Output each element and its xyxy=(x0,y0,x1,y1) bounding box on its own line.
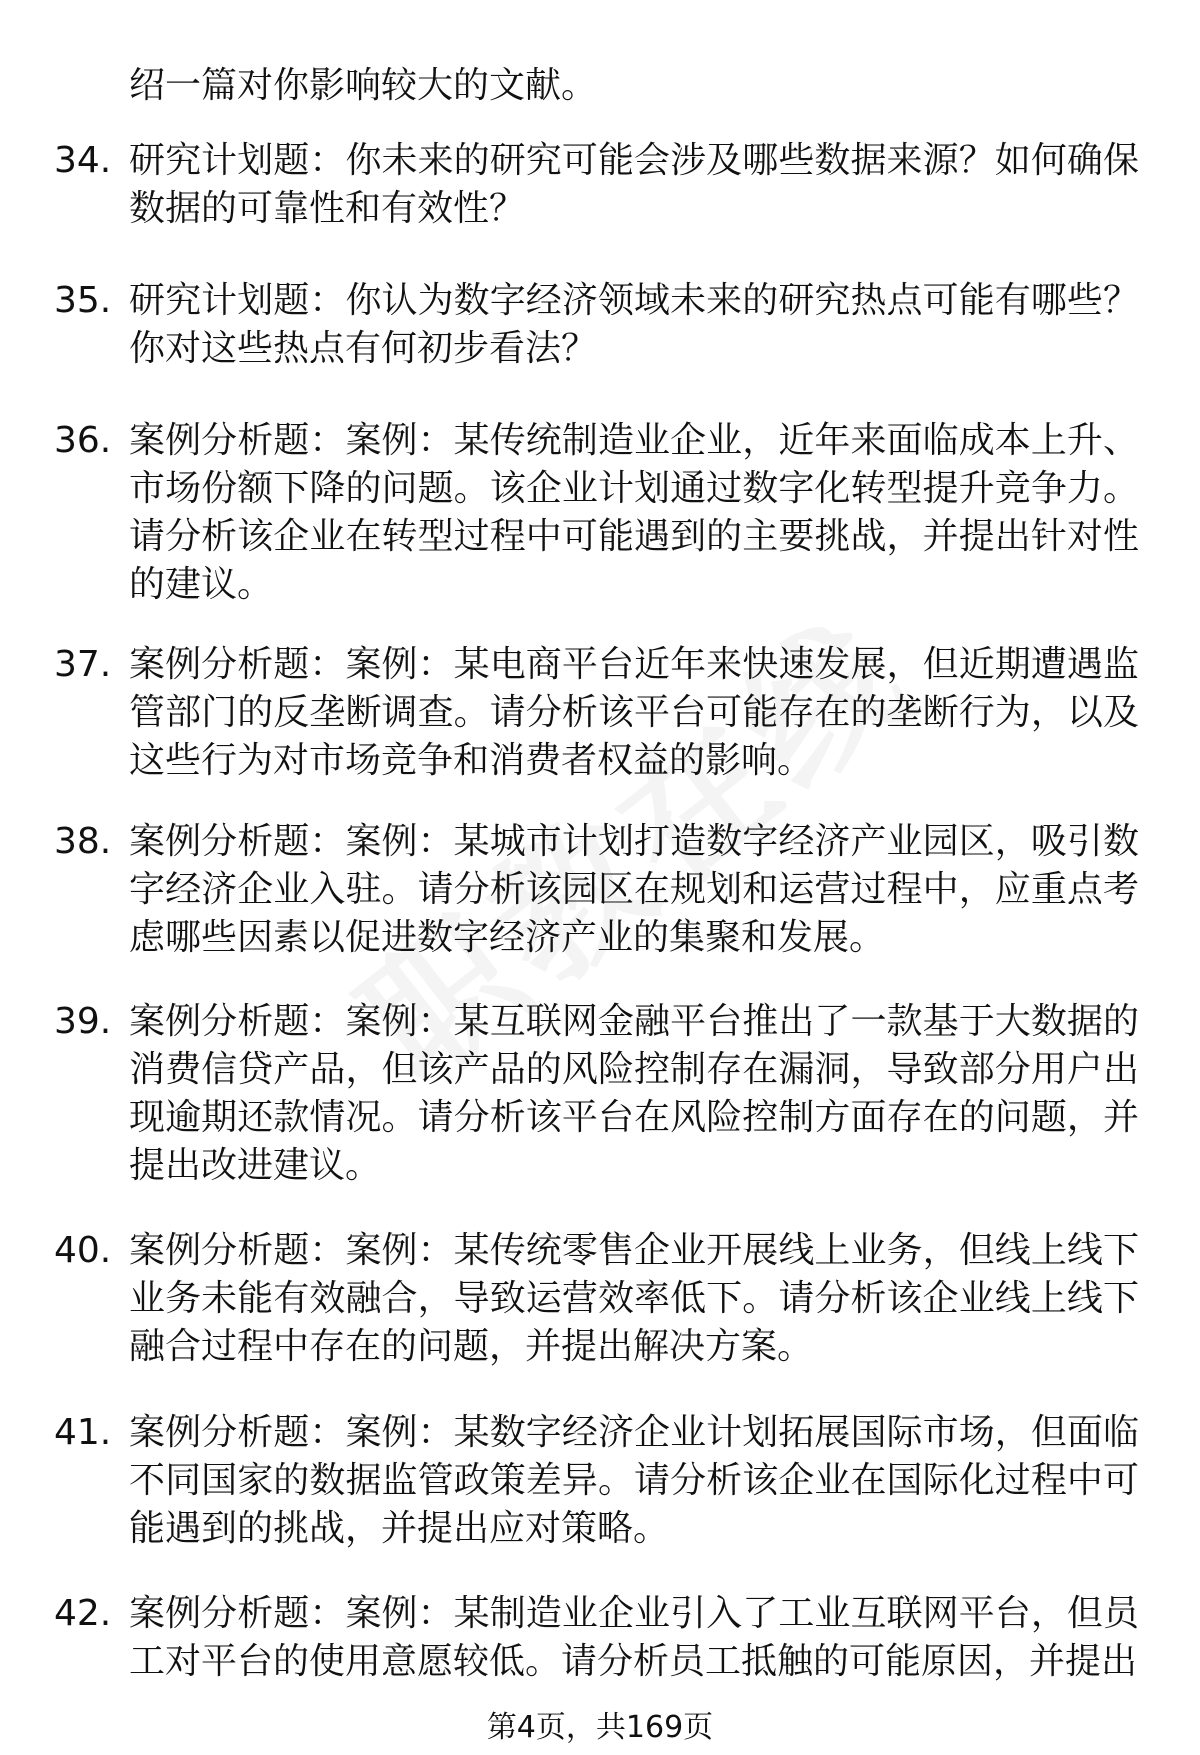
question-number: 34. xyxy=(54,140,112,181)
question-number: 40. xyxy=(54,1230,112,1271)
question-text: 案例分析题：案例：某数字经济企业计划拓展国际市场，但面临不同国家的数据监管政策差异。请分析该企业在国际化过程中可能遇到的挑战，并提出应对策略。 xyxy=(129,1412,1139,1549)
question-text: 案例分析题：案例：某城市计划打造数字经济产业园区，吸引数字经济企业入驻。请分析该园区在规划和运营过程中，应重点考虑哪些因素以促进数字经济产业的集聚和发展。 xyxy=(129,821,1139,958)
question-text: 研究计划题：你未来的研究可能会涉及哪些数据来源？如何确保数据的可靠性和有效性？ xyxy=(129,140,1139,229)
question-text: 案例分析题：案例：某传统制造业企业，近年来面临成本上升、市场份额下降的问题。该企业计划通过数字化转型提升竞争力。请分析该企业在转型过程中可能遇到的主要挑战，并提出针对性的建议。 xyxy=(129,420,1139,605)
question-number: 35. xyxy=(54,280,112,321)
question-text: 案例分析题：案例：某传统零售企业开展线上业务，但线上线下业务未能有效融合，导致运营效率低下。请分析该企业线上线下融合过程中存在的问题，并提出解决方案。 xyxy=(129,1230,1139,1367)
continuation-text: 绍一篇对你影响较大的文献。 xyxy=(129,65,598,106)
question-number: 42. xyxy=(54,1593,112,1634)
question-text: 案例分析题：案例：某制造业企业引入了工业互联网平台，但员工对平台的使用意愿较低。请分析员工抵触的可能原因，并提出 xyxy=(129,1593,1139,1682)
page-number-footer: 第4页，共169页 xyxy=(486,1710,714,1745)
question-number: 39. xyxy=(54,1001,112,1042)
question-text: 案例分析题：案例：某电商平台近年来快速发展，但近期遭遇监管部门的反垄断调查。请分析该平台可能存在的垄断行为，以及这些行为对市场竞争和消费者权益的影响。 xyxy=(129,644,1139,781)
question-text: 案例分析题：案例：某互联网金融平台推出了一款基于大数据的消费信贷产品，但该产品的风险控制存在漏洞，导致部分用户出现逾期还款情况。请分析该平台在风险控制方面存在的问题，并提出改进建议。 xyxy=(129,1001,1139,1186)
question-number: 37. xyxy=(54,644,112,685)
question-text: 研究计划题：你认为数字经济领域未来的研究热点可能有哪些？你对这些热点有何初步看法？ xyxy=(129,280,1139,369)
question-number: 38. xyxy=(54,821,112,862)
question-number: 36. xyxy=(54,420,112,461)
question-number: 41. xyxy=(54,1412,112,1453)
